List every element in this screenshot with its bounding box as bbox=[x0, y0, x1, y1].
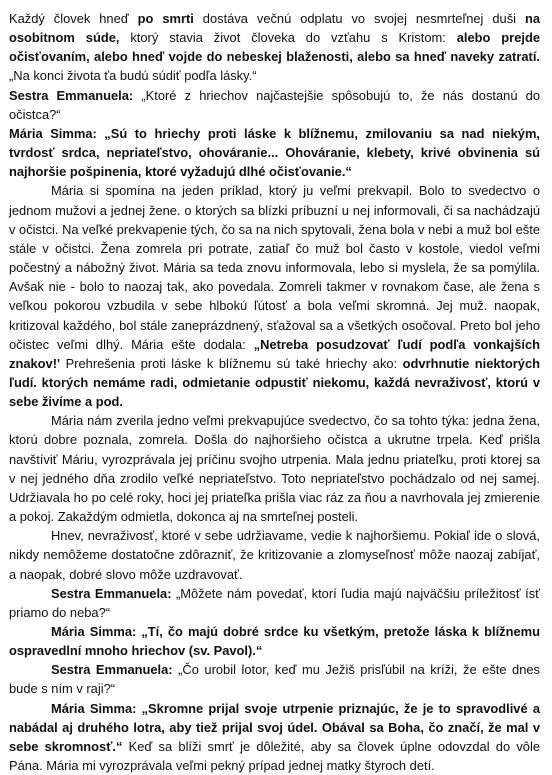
paragraph bbox=[9, 9, 540, 86]
question-paragraph bbox=[9, 660, 540, 698]
text-run: Mária si spomína na jeden príklad, ktorý ju veľmi prekvapil. Bolo to svedectvo o jednom mužovi a jednej žene. o ktorých sa blízki príbuzní u nej informovali, či sa nachádzajú v očistci. Na veľké prekvapenie tých, čo sa na nich spytovali, žena bola v nebi a muž bol ešte stále v očistci. Žena zomrela pri potrate, zatiaľ čo muž bol často v kostole, viedol veľmi počestný a nábožný život. Mária sa teda znovu informovala, lebo si myslela, že sa pomýlila. Avšak nie - bolo to naozaj tak, ako povedala. Zomreli takmer v rovnakom čase, ale žena s veľkou pokorou vzbudila v sebe hlbokú ľútosť a bola veľmi skromná. Jej muž. naopak, kritizoval každého, bol stále zaneprázdnený, sťažoval sa a všetkých osočoval. Preto bol jeho očistec veľmi dlhý. Mária ešte dodala: bbox=[9, 183, 540, 352]
paragraph bbox=[9, 526, 540, 583]
text-run-bold: „Netreba posudzovať ľudí podľa vonkajších znakov!' bbox=[9, 336, 540, 371]
answer-paragraph bbox=[9, 699, 540, 775]
text-run: „Môžete nám povedať, ktorí ľudia majú najväčšiu príležitosť ísť priamo do neba?“ bbox=[9, 585, 540, 620]
text-run-bold: Mária Simma: „Sú to hriechy proti láske k blížnemu, zmilovaniu sa nad niekým, tvrdosť srdca, nepriateľstvo, ohováranie... Ohováranie, klebety, krivé obvinenia sú najhoršie pošpinenia, ktoré vyžadujú dlhé očisťovanie.“ bbox=[9, 125, 540, 180]
paragraph bbox=[9, 181, 540, 411]
text-run: Keď sa blíži smrť je dôležité, aby sa človek úplne odovzdal do vôle Pána. Mária mi vyrozprávala veľmi pekný prípad jednej matky štyroch detí. bbox=[9, 738, 540, 774]
text-run-bold: Mária Simma: „Skromne prijal svoje utrpenie priznajúc, že je to spravodlivé a nabádal aj druhého lotra, aby tiež prijal svoj údel. Obával sa Boha, čo značí, že mal v sebe skromnosť.“ bbox=[9, 700, 540, 754]
text-run: „Ktoré z hriechov najčastejšie spôsobujú to, že nás dostanú do očistca?“ bbox=[9, 87, 540, 122]
question-paragraph bbox=[9, 86, 540, 124]
question-paragraph bbox=[9, 584, 540, 622]
answer-paragraph bbox=[9, 124, 540, 181]
text-run-bold: alebo prejde očisťovaním, alebo hneď vojde do nebeskej blaženosti, alebo sa hneď naveky zatratí. bbox=[9, 30, 540, 65]
speaker-label: Sestra Emmanuela: bbox=[51, 585, 172, 601]
text-run: Prehrešenia proti láske k blížnemu sú také hriechy ako: bbox=[60, 355, 403, 371]
text-run: ktorý stavia život človeka do vzťahu s Kristom: bbox=[119, 30, 457, 46]
text-run-bold: na osobitnom súde, bbox=[9, 11, 540, 46]
text-run-bold: Mária Simma: „Tí, čo majú dobré srdce ku všetkým, pretože láska k blížnemu ospravedlní mnoho hriechov (sv. Pavol).“ bbox=[9, 624, 540, 659]
text-run: Mária nám zverila jedno veľmi prekvapujúce svedectvo, čo sa tohto týka: jedna žena, ktorú dobre poznala, zomrela. Došla do najhoršieho očistca a ukrutne trpela. Keď prišla navštíviť Máriu, vyrozprávala jej príčinu svojho utrpenia. Mala jednu priateľku, proti ktorej sa v nej jedného dňa zrodilo veľké nepriateľstvo. Toto nepriateľstvo pochádzalo od nej samej. Udržiavala ho po celé roky, hoci jej priateľka prišla viac ráz za ňou a navrhovala jej zmierenie a pokoj. Zakaždým odmietla, dokonca aj na smrteľnej posteli. bbox=[9, 413, 540, 525]
text-run-bold: odvrhnutie niektorých ľudí. ktorých nemáme radi, odmietanie odpustiť niekomu, každá nevraživosť, ktorú v sebe živíme a pod. bbox=[9, 355, 540, 410]
speaker-label: Sestra Emmanuela: bbox=[51, 662, 173, 678]
speaker-label: Sestra Emmanuela: bbox=[9, 87, 134, 103]
text-run: „Na konci života ťa budú súdiť podľa lásky.“ bbox=[9, 68, 257, 84]
text-run: „Čo urobil lotor, keď mu Ježiš prisľúbil na kríži, že ešte dnes bude s ním v raji?“ bbox=[9, 662, 540, 697]
text-run-bold: po smrti bbox=[137, 11, 194, 26]
text-run: Každý človek hneď bbox=[9, 11, 138, 26]
answer-paragraph bbox=[9, 622, 540, 660]
text-run: Hnev, nevraživosť, ktoré v sebe udržiavame, vedie k najhoršiemu. Pokiaľ ide o slová, nikdy nemôžeme dostatočne zdôrazniť, že kritizovanie a zlomyseľnosť môže naozaj zabíjať, a naopak, dobré slovo môže uzdravovať. bbox=[9, 528, 540, 582]
text-run: dostáva večnú odplatu vo svojej nesmrteľnej duši bbox=[193, 11, 525, 26]
paragraph bbox=[9, 411, 540, 526]
